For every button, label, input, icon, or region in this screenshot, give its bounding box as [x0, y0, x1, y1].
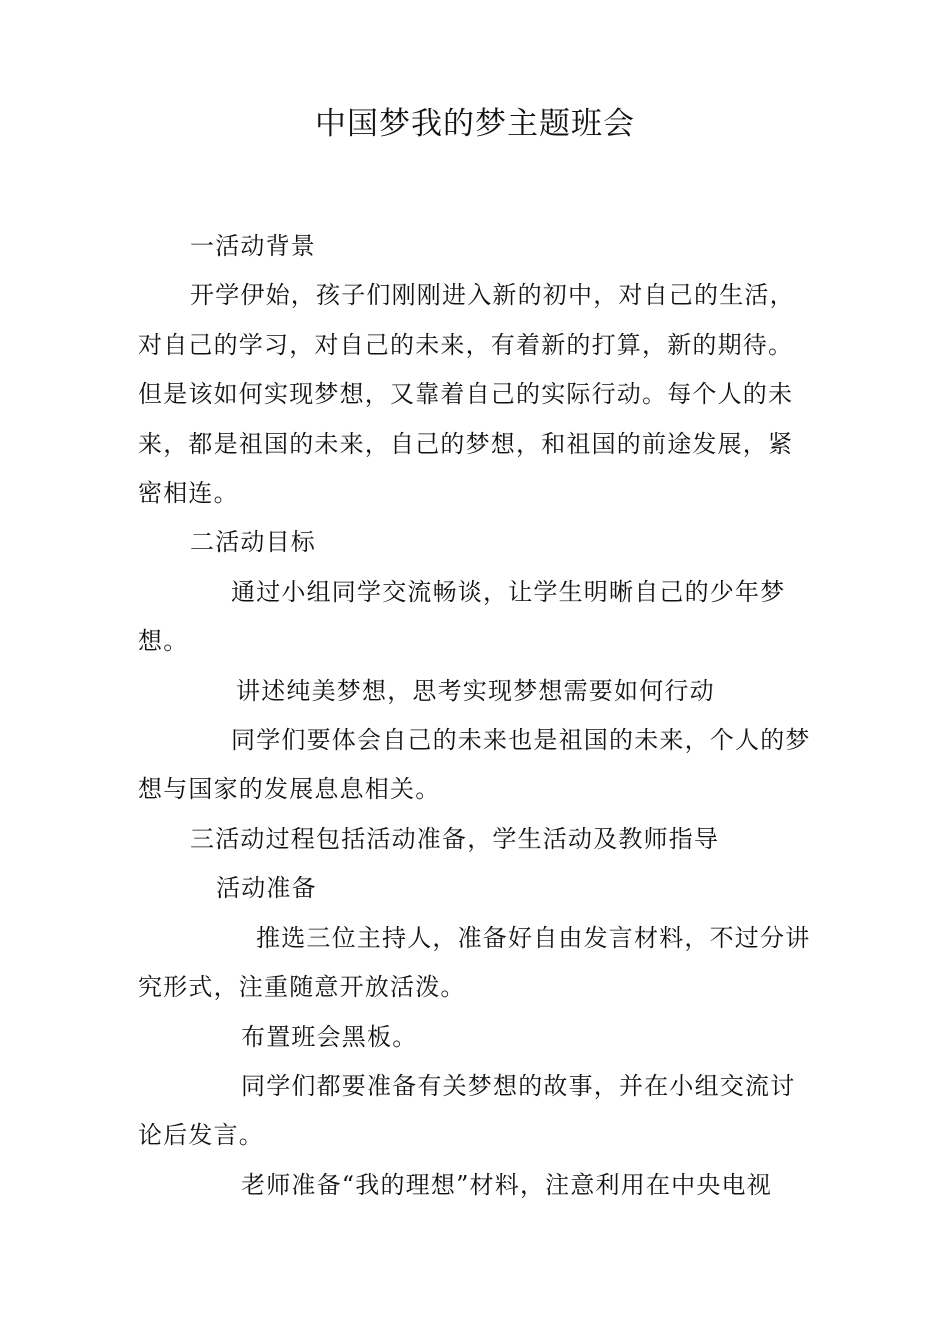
paragraph-prep-2: 布置班会黑板。	[241, 1022, 418, 1051]
paragraph-goal-2: 讲述纯美梦想，思考实现梦想需要如何行动	[236, 676, 715, 705]
section-heading-process: 三活动过程包括活动准备，学生活动及教师指导	[190, 824, 720, 853]
paragraph-prep-3: 同学们都要准备有关梦想的故事，并在小组交流讨论后发言。	[138, 1071, 796, 1150]
subheading-preparation: 活动准备	[216, 874, 317, 903]
section-heading-goals: 二活动目标	[190, 528, 316, 557]
paragraph-goal-1: 通过小组同学交流畅谈，让学生明晰自己的少年梦想。	[138, 577, 786, 656]
section-heading-background: 一活动背景	[190, 232, 316, 260]
paragraph-background: 开学伊始，孩子们刚刚进入新的初中，对自己的生活，对自己的学习，对自己的未来，有着新的打算，新的期待。但是该如何实现梦想，又靠着自己的实际行动。每个人的未来，都是祖国的未来，自己的梦想，和祖国的前途发展，紧密相连。	[138, 281, 795, 508]
paragraph-prep-4: 老师准备“我的理想”材料，注意利用在中央电视	[241, 1170, 772, 1199]
document-body	[138, 222, 818, 1210]
paragraph-prep-1: 推选三位主持人，准备好自由发言材料，不过分讲究形式，注重随意开放活泼。	[138, 923, 811, 1002]
document-title: 中国梦我的梦主题班会	[315, 106, 635, 142]
paragraph-goal-3: 同学们要体会自己的未来也是祖国的未来，个人的梦想与国家的发展息息相关。	[138, 726, 811, 804]
